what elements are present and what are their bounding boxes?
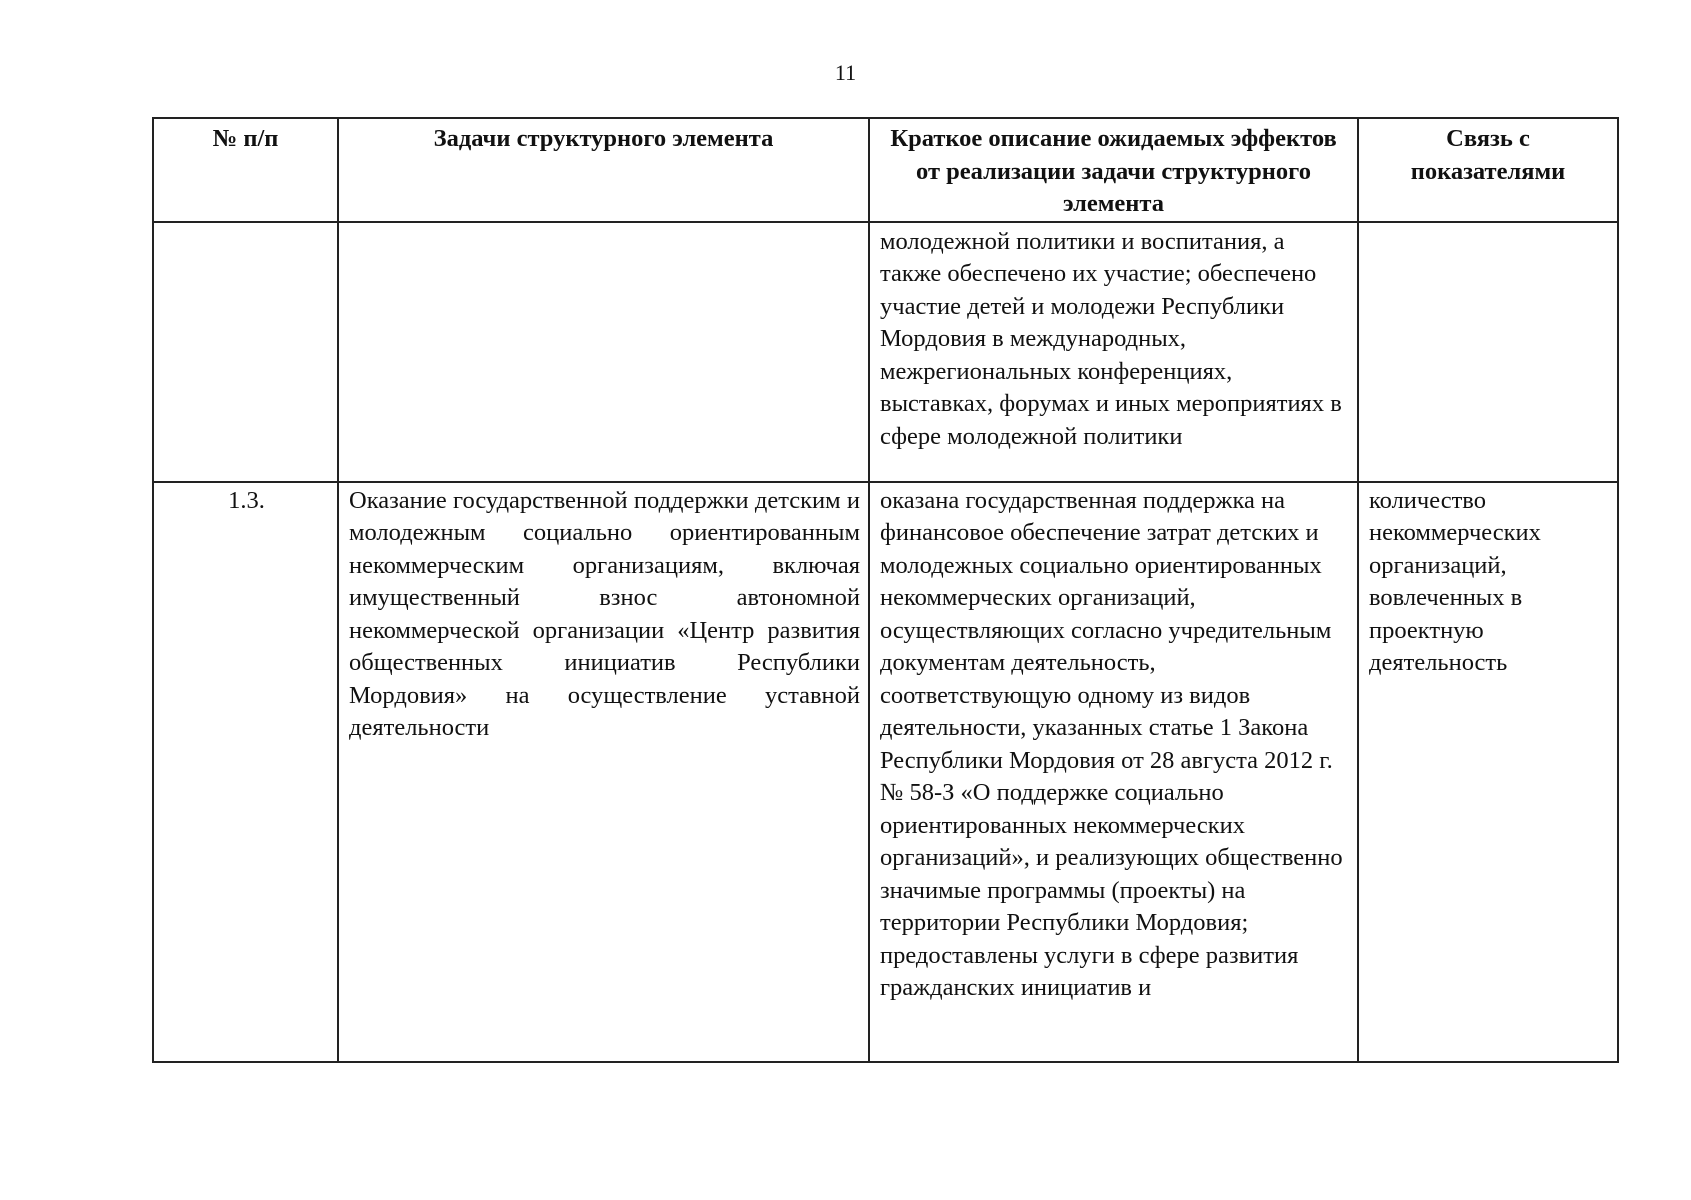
indicators-cell: количество некоммерческих организаций, вовлеченных в проектную деятельность [1358,482,1618,1062]
table-row [153,482,1618,1062]
header-effects: Краткое описание ожидаемых эффектов от реализации задачи структурного элемента [869,118,1358,222]
table-body [153,222,1618,1062]
task-cell: Оказание государственной поддержки детским и молодежным социально ориентированным некоммерческим организациям, включая имущественный взнос автономной некоммерческой организации «Центр развития общественных инициатив Республики Мордовия» на осуществление уставной деятельности [338,482,869,1062]
page-number: 11 [834,60,857,85]
header-tasks: Задачи структурного элемента [338,118,869,222]
header-number: № п/п [153,118,338,222]
header-indicators: Связь с показателями [1358,118,1618,222]
table-header [153,118,1618,222]
effects-cell: оказана государственная поддержка на финансовое обеспечение затрат детских и молодежных социально ориентированных некоммерческих организаций, осуществляющих согласно учредительным документам деятельность, соответствующую одному из видов деятельности, указанных статье 1 Закона Республики Мордовия от 28 августа 2012 г. № 58-З «О поддержке социально ориентированных некоммерческих организаций», и реализующих общественно значимые программы (проекты) на территории Республики Мордовия; предоставлены услуги в сфере развития гражданских инициатив и [869,482,1358,1062]
effects-cell: молодежной политики и воспитания, а также обеспечено их участие; обеспечено участие детей и молодежи Республики Мордовия в международных, межрегиональных конференциях, выставках, форумах и иных мероприятиях в сфере молодежной политики [869,222,1358,482]
row-number-cell [153,222,338,482]
task-cell [338,222,869,482]
structural-element-tasks-table [152,117,1619,1063]
row-number-cell: 1.3. [153,482,338,1062]
header-row [153,118,1618,222]
table-row [153,222,1618,482]
indicators-cell [1358,222,1618,482]
